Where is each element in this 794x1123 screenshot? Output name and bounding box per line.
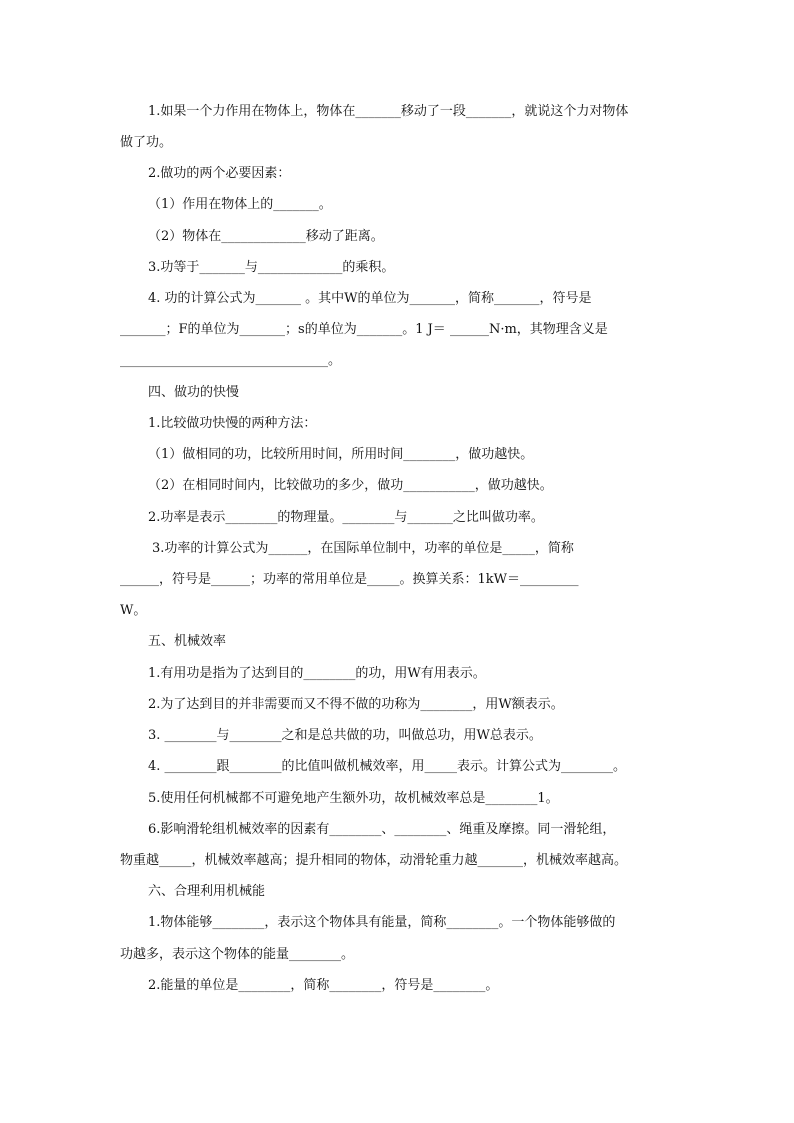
text-line: 1.如果一个力作用在物体上，物体在_______移动了一段_______，就说这个力对物体 <box>148 104 629 119</box>
text-line: 2.能量的单位是________，简称________，符号是________。 <box>148 978 499 993</box>
text-line: 5.使用任何机械都不可避免地产生额外功，故机械效率总是________1。 <box>148 791 559 806</box>
section-heading: 五、机械效率 <box>148 634 227 649</box>
section-heading: 四、做功的快慢 <box>148 385 240 400</box>
text-line: 做了功。 <box>120 135 173 150</box>
section-heading: 六、合理利用机械能 <box>148 884 266 899</box>
text-line: （1）作用在物体上的_______。 <box>148 197 332 212</box>
text-line: 2.功率是表示________的物理量。________与_______之比叫做功率。 <box>148 510 544 525</box>
text-line: ______，符号是______；功率的常用单位是_____。换算关系：1kW＝_________ <box>120 572 579 587</box>
text-line: 4. 功的计算公式为_______ 。其中W的单位为_______，简称_______，符号是 <box>148 291 592 306</box>
text-line: ________________________________。 <box>120 353 342 368</box>
text-line: 功越多，表示这个物体的能量________。 <box>120 947 355 962</box>
text-line: 6.影响滑轮组机械效率的因素有________、________、绳重及摩擦。同一滑轮组， <box>148 822 616 837</box>
text-line: W。 <box>120 603 147 618</box>
text-line: 3. ________与________之和是总共做的功，叫做总功，用W总表示。 <box>148 728 542 743</box>
text-line: 2.为了达到目的并非需要而又不得不做的功称为________，用W额表示。 <box>148 697 564 712</box>
text-line: 3.功率的计算公式为______，在国际单位制中，功率的单位是_____，简称 <box>152 541 574 556</box>
text-line: 4. ________跟________的比值叫做机械效率，用_____表示。计算公式为________。 <box>148 759 627 774</box>
text-line: 1.物体能够________，表示这个物体具有能量，简称________。一个物体能够做的 <box>148 915 616 930</box>
text-line: （2）物体在_____________移动了距离。 <box>148 229 384 244</box>
text-line: （1）做相同的功，比较所用时间，所用时间________，做功越快。 <box>148 447 534 462</box>
text-line: （2）在相同时间内，比较做功的多少，做功___________，做功越快。 <box>148 478 553 493</box>
text-line: 1.比较做功快慢的两种方法： <box>148 416 317 431</box>
text-line: 3.功等于_______与_____________的乘积。 <box>148 260 395 275</box>
text-line: _______；F的单位为_______；s的单位为_______。1 J＝ ______N·m，其物理含义是 <box>120 322 608 337</box>
text-line: 2.做功的两个必要因素： <box>148 166 291 181</box>
text-line: 物重越_____，机械效率越高；提升相同的物体，动滑轮重力越_______，机械效率越高。 <box>120 853 628 868</box>
text-line: 1.有用功是指为了达到目的________的功，用W有用表示。 <box>148 666 486 681</box>
